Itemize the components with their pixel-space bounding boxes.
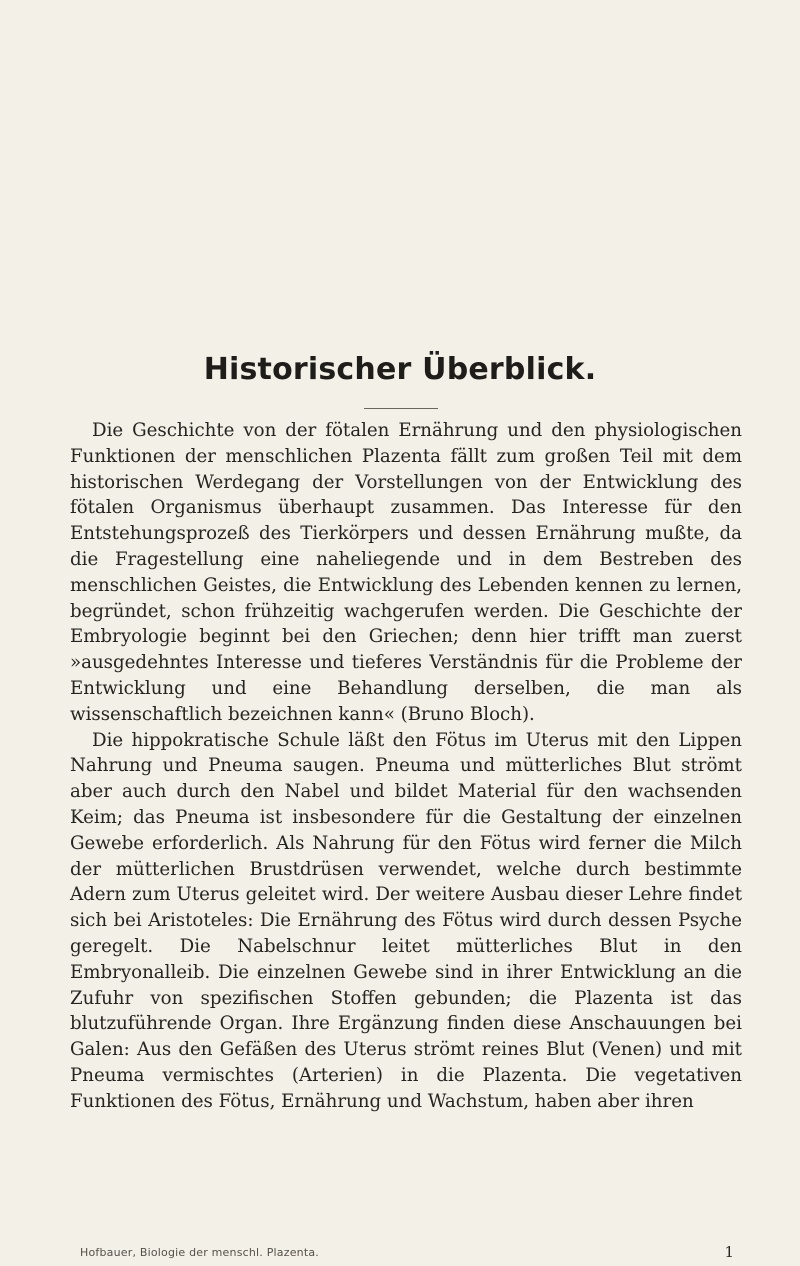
paragraph-1: Die Geschichte von der fötalen Ernährung und den physiologischen Funktionen der menschlichen Plazenta fällt zum großen Teil mit dem historischen Werdegang der Vorstellungen von der Entwicklung des fötalen Organismus überhaupt zusammen. Das Interesse für den Entstehungsprozeß des Tierkörpers und dessen Ernährung mußte, da die Fragestellung eine naheliegende und in dem Bestreben des menschlichen Geistes, die Entwicklung des Lebenden kennen zu lernen, begründet, schon frühzeitig wachgerufen werden. Die Geschichte der Embryologie beginnt bei den Griechen; denn hier trifft man zuerst »ausgedehntes Interesse und tieferes Verständnis für die Probleme der Entwicklung und eine Behandlung derselben, die man als wissenschaftlich bezeichnen kann« (Bruno Bloch). [70, 420, 742, 725]
signature-mark: 1 [724, 1243, 734, 1261]
paragraph-2: Die hippokratische Schule läßt den Fötus im Uterus mit den Lippen Nahrung und Pneuma saugen. Pneuma und mütterliches Blut strömt aber auch durch den Nabel und bildet Material für den wachsenden Keim; das Pneuma ist insbesondere für die Gestaltung der einzelnen Gewebe erforderlich. Als Nahrung für den Fötus wird ferner die Milch der mütterlichen Brustdrüsen verwendet, welche durch bestimmte Adern zum Uterus geleitet wird. Der weitere Ausbau dieser Lehre findet sich bei Aristoteles: Die Ernährung des Fötus wird durch dessen Psyche geregelt. Die Nabelschnur leitet mütterliches Blut in den Embryonalleib. Die einzelnen Gewebe sind in ihrer Entwicklung an die Zufuhr von spezifischen Stoffen gebunden; die Plazenta ist das blutzuführende Organ. Ihre Ergänzung finden diese Anschauungen bei Galen: Aus den Gefäßen des Uterus strömt reines Blut (Venen) und mit Pneuma vermischtes (Arterien) in die Plazenta. Die vegetativen Funktionen des Fötus, Ernährung und Wachstum, haben aber ihren [70, 729, 742, 1112]
body-text [70, 418, 742, 1115]
footer-running-title: Hofbauer, Biologie der menschl. Plazenta. [80, 1246, 319, 1259]
chapter-title: Historischer Überblick. [203, 352, 597, 387]
title-divider [364, 408, 438, 409]
